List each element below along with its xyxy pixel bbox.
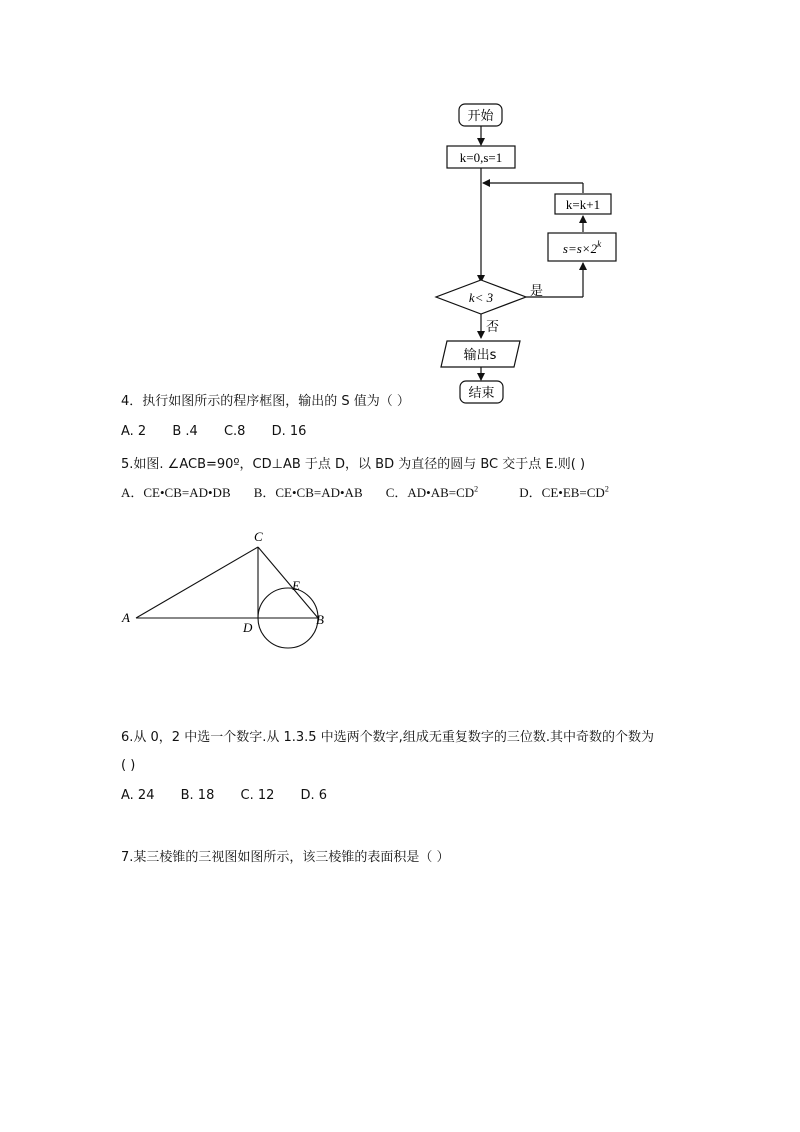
q5-option-d: D．$CE•EB=CD^2$ [519, 484, 609, 500]
flow-init-label: k=0,s=1 [459, 150, 503, 165]
q6-options [121, 788, 349, 803]
q6-option-d: D. 6 [300, 788, 328, 803]
q4-option-a: A. 2 [121, 424, 147, 439]
q7-stem: 7.某三棱锥的三视图如图所示，该三棱锥的表面积是（ ） [121, 850, 450, 865]
q5-option-c: C．$AD•AB=CD^2$ [385, 484, 479, 500]
flow-increment-label: k=k+1 [565, 197, 601, 212]
label-b: B [316, 612, 324, 627]
flow-yes-label: 是 [530, 284, 544, 299]
segment-cb [258, 547, 318, 618]
q4-option-b: B .4 [172, 424, 198, 439]
q6-option-a: A. 24 [121, 788, 155, 803]
q6-option-c: C. 12 [240, 788, 275, 803]
q4-option-d: D. 16 [271, 424, 307, 439]
q4-stem: 4．执行如图所示的程序框图，输出的 S 值为（ ） [121, 394, 410, 409]
flow-condition-label: k< 3 [468, 290, 494, 305]
triangle-circle-figure [110, 520, 370, 660]
q4-options [121, 424, 328, 439]
flowchart [0, 0, 800, 420]
label-c: C [254, 529, 263, 544]
flow-output-label: 输出s [463, 348, 497, 363]
flow-end-label: 结束 [468, 386, 495, 401]
q6-option-b: B. 18 [180, 788, 215, 803]
q5-option-b: B．CE•CB=AD•AB [253, 485, 363, 500]
q5-stem: 5.如图. ∠ACB=90º，CD⊥AB 于点 D，以 BD 为直径的圆与 BC 交于点 E.则( ) [121, 457, 586, 472]
label-e: E [292, 578, 300, 593]
q5-options [121, 482, 631, 501]
flow-no-label: 否 [486, 320, 500, 335]
label-d: D [243, 620, 253, 635]
q6-stem: 6.从 0，2 中选一个数字.从 1.3.5 中选两个数字,组成无重复数字的三位数.其中奇数的个数为 [121, 730, 654, 745]
flow-start-label: 开始 [467, 109, 494, 124]
label-a: A [122, 610, 130, 625]
q5-option-a: A．CE•CB=AD•DB [121, 485, 231, 500]
q4-option-c: C.8 [223, 424, 246, 439]
q6-blank: ( ) [121, 758, 136, 773]
flow-update-label: $s=s\times 2^k$ [562, 239, 602, 256]
segment-ac [136, 547, 258, 618]
